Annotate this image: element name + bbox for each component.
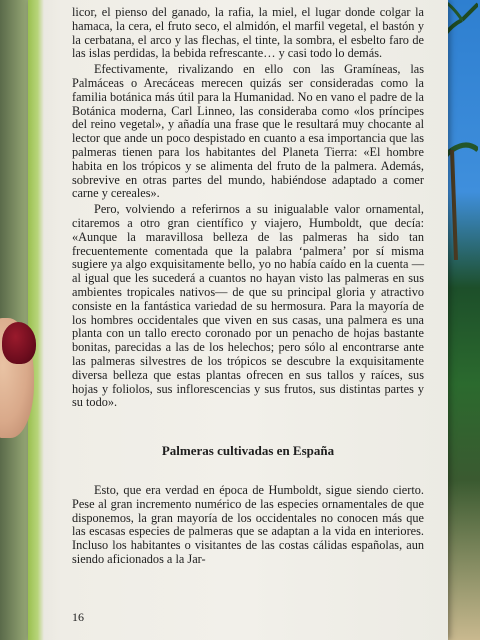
page-number: 16: [72, 610, 84, 624]
section-heading: Palmeras cultivadas en España: [161, 443, 335, 459]
fingernail: [2, 322, 36, 364]
page-text: [72, 6, 424, 567]
paragraph-0: licor, el pienso del ganado, la rafia, la miel, el lugar donde colgar la hamaca, la cera, el fruto seco, el almidón, el marfil vegetal, el bastón y la cerbatana, el arco y las flechas, el tinte, la sombra, el esbelto faro de las islas perdidas, la bebida refrescante… y casi todo lo demás.: [72, 5, 424, 61]
paragraph-1: Efectivamente, rivalizando en ello con las Gramíneas, las Palmáceas o Arecáceas merecen quizás ser consideradas como la familia botánica más útil para la Humanidad. No en vano el padre de la Botánica moderna, Carl Linneo, las consideraba como «los príncipes del reino vegetal», y añadía una frase que le resultará muy chocante al lector que ande un poco despistado en cuanto a esa importancia que las palmeras tienen para los habitantes del Planeta Tierra: «El hombre habita en los trópicos y se alimenta del fruto de la palmera. Además, sobrevive en otras partes del mundo, habiéndose adaptado a comer carne y cereales».: [72, 62, 424, 201]
book-spine-strip: [28, 0, 44, 640]
section-paragraph: Esto, que era verdad en época de Humboldt, sigue siendo cierto. Pese al gran incremento numérico de las especies ornamentales de que disponemos, la gran mayoría de los occidentales no conocen más que las escasas especies de palmeras que se adaptan a la vida en interiores. Incluso los habitantes o visitantes de las costas cálidas españolas, aun siendo aficionados a la Jar-: [72, 482, 424, 566]
paragraph-2: Pero, volviendo a referirnos a su inigualable valor ornamental, citaremos a otro gran científico y viajero, Humboldt, que decía: «Aunque la maravillosa belleza de las palmeras ha sido tan frecuentemente comentada que la palabra ‘palmera’ por sí misma sugiere ya algo exquisitamente bello, yo no había caído en la cuenta —al igual que les sucederá a cuantos no hayan visto las palmeras en sus ambientes tropicales nativos— de que su principal gloria y atractivo consiste en la fantástica variedad de su hermosura. Para la mayoría de los hombres occidentales que viven en sus casas, una palmera es una planta con un tallo erecto coronado por un penacho de hojas bastante bonitas, parecidas a las de los helechos; pero sólo al encontrarse ante las palmeras silvestres de los trópicos se descubre la exquisitamente diversa belleza que estas plantas ofrecen en sus tallos y raíces, sus hojas y foliolos, sus inflorescencias y sus frutos, sus distintas partes y su todo».: [72, 202, 424, 410]
